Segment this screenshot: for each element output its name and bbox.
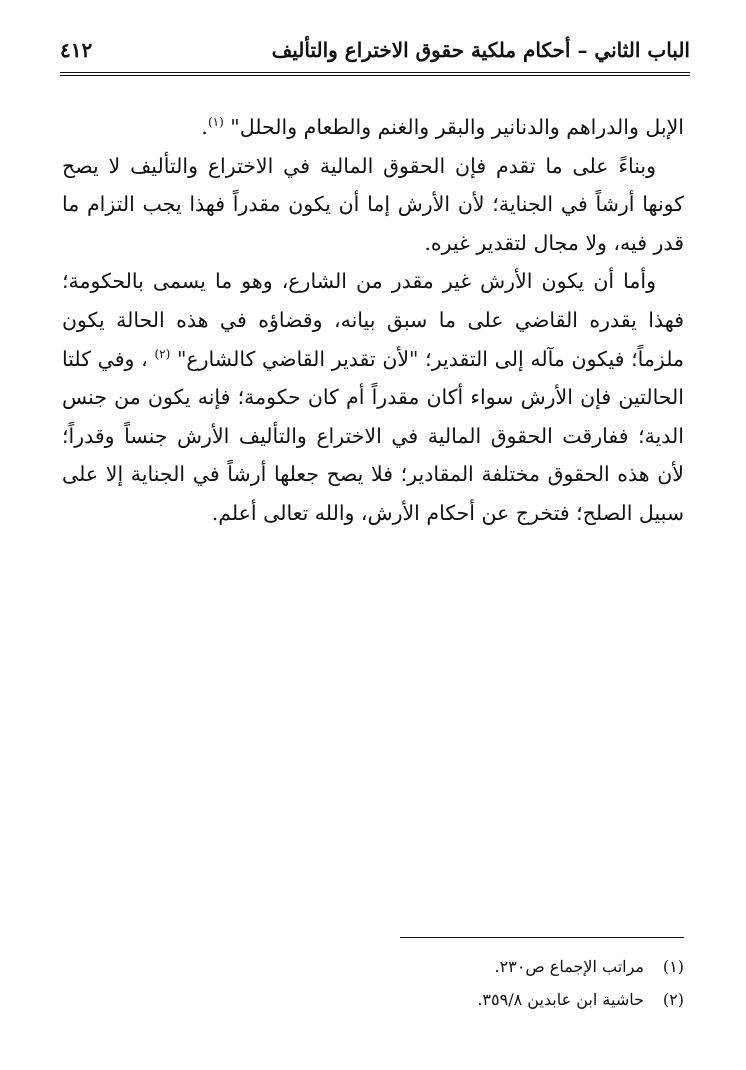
footnote-text: حاشية ابن عابدين ٣٥٩/٨. [477,990,644,1009]
footnote-separator [400,937,684,938]
footnote-ref-2: (٢) [154,346,171,361]
paragraph-1-text: الإبل والدراهم والدنانير والبقر والغنم والطعام والحلل" [230,115,684,139]
footnote-text: مراتب الإجماع ص٢٣٠. [494,957,644,976]
paragraph-1-end: . [201,115,208,139]
footnote-1 [300,950,684,983]
paragraph-3-text-after: ، وفي كلتا الحالتين فإن الأرش سواء أكان مقدراً أم كان حكومة؛ فإنه يكون من جنس الدية؛ ففارقت الحقوق المالية في الاختراع والتأليف الأرش جنساً وقدراً؛ لأن هذه الحقوق مختلفة المقادير؛ فلا يصح جعلها أرشاً في الجناية إلا على سبيل الصلح؛ فتخرج عن أحكام الأرش، والله تعالى أعلم. [62,346,684,525]
footnote-number: (١) [662,957,684,976]
paragraph-2 [62,147,684,263]
paragraph-1 [62,108,684,147]
page-number: ٤١٢ [60,38,93,62]
running-header [60,34,690,70]
main-text [62,108,684,533]
paragraph-3 [62,262,684,532]
chapter-title: الباب الثاني – أحكام ملكية حقوق الاختراع والتأليف [271,38,690,62]
header-double-rule [60,72,690,76]
footnote-2 [300,983,684,1016]
footnote-number: (٢) [662,990,684,1009]
footnote-ref-1: (١) [207,115,224,130]
footnotes [300,950,684,1016]
paragraph-2-text: وبناءً على ما تقدم فإن الحقوق المالية في الاختراع والتأليف لا يصح كونها أرشاً في الجناية؛ لأن الأرش إما أن يكون مقدراً فهذا يجب التزام ما قدر فيه، ولا مجال لتقدير غيره. [62,153,684,255]
paragraph-3-text-before: وأما أن يكون الأرش غير مقدر من الشارع، وهو ما يسمى بالحكومة؛ فهذا يقدره القاضي على ما سبق بيانه، وقضاؤه في هذه الحالة يكون ملزماً؛ فيكون مآله إلى التقدير؛ "لأن تقدير القاضي كالشارع" [62,269,684,371]
